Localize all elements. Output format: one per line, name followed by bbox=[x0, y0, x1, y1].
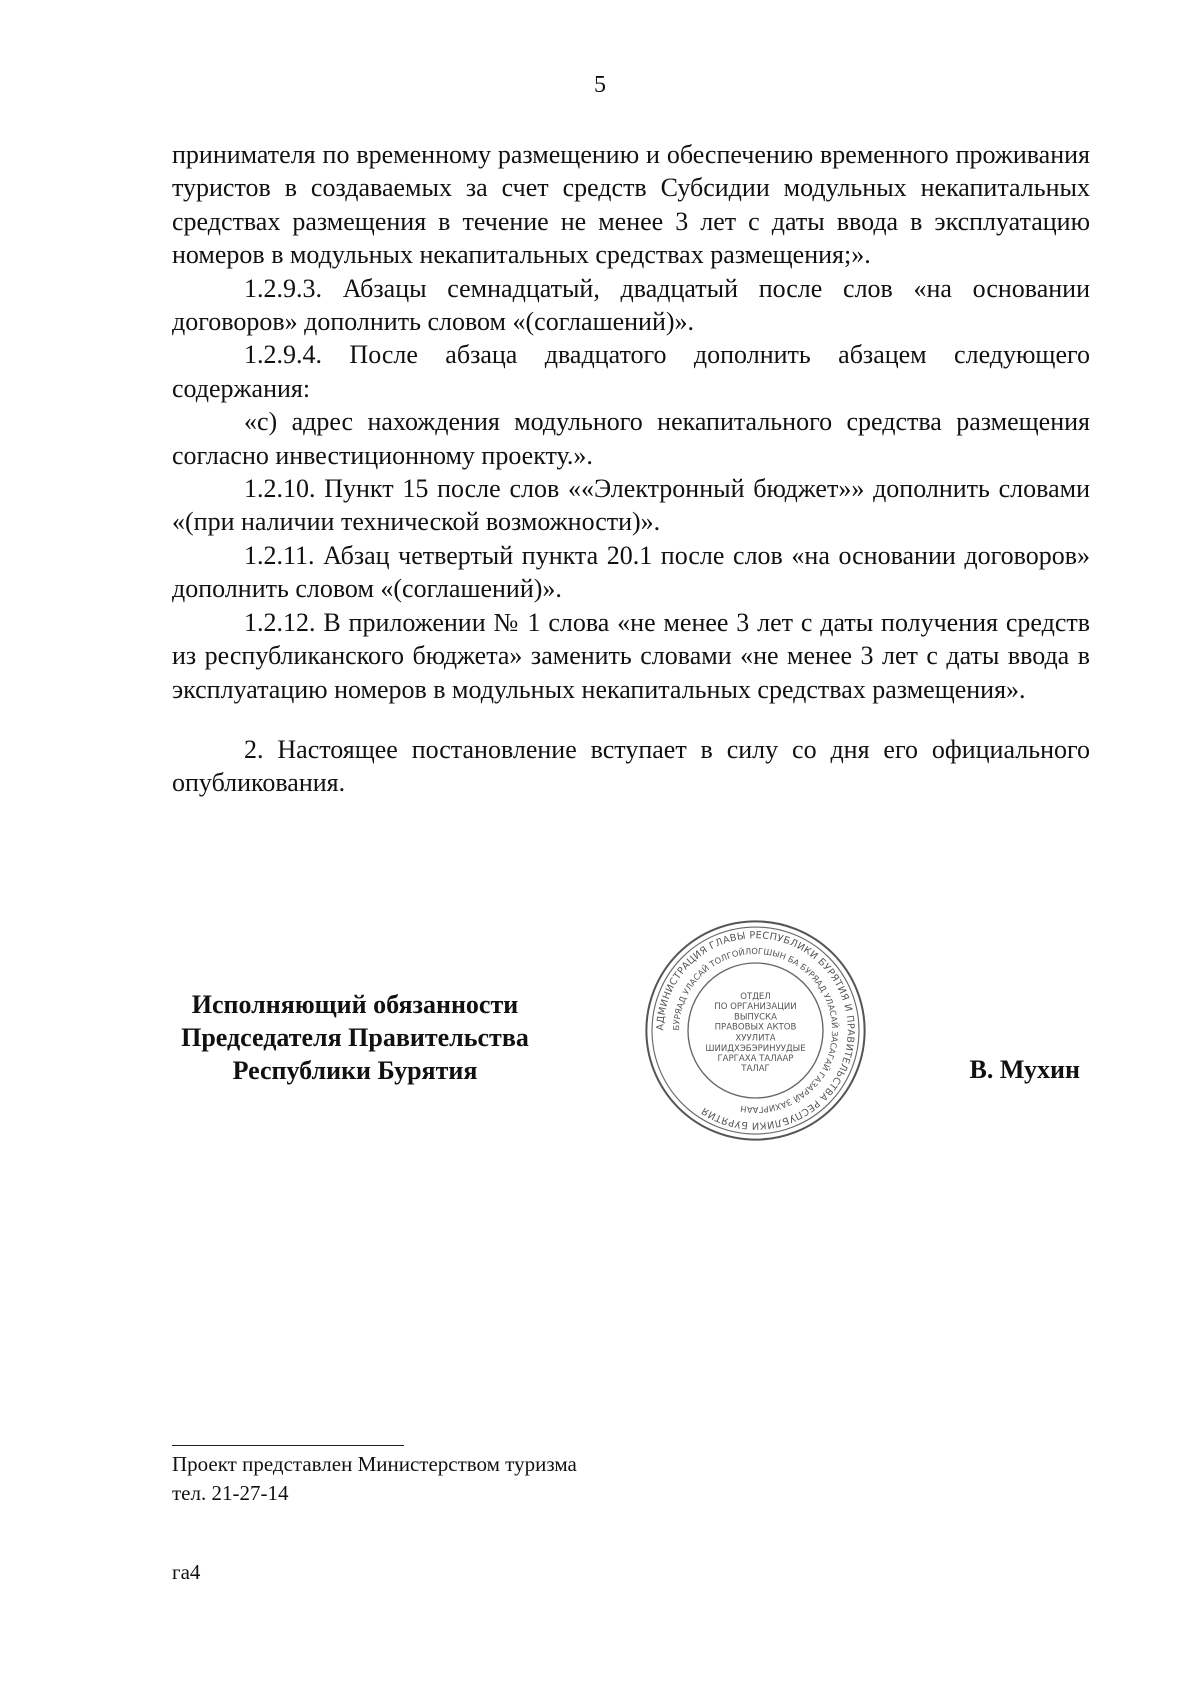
seal-center-line: ХУУЛИТА bbox=[735, 1033, 776, 1044]
seal-outer-ring-text: АДМИНИСТРАЦИЯ ГЛАВЫ РЕСПУБЛИКИ БУРЯТИЯ И ПРАВИТЕЛЬСТВА РЕСПУБЛИКИ БУРЯТИЯ bbox=[655, 930, 856, 1131]
footer-project-line: Проект представлен Министерством туризма bbox=[172, 1452, 577, 1476]
seal-center-line: ОТДЕЛ bbox=[740, 992, 771, 1002]
official-seal bbox=[643, 918, 868, 1143]
paragraph: 1.2.9.3. Абзацы семнадцатый, двадцатый после слов «на основании договоров» дополнить словом «(соглашений)». bbox=[172, 273, 1090, 337]
seal-center-line: ВЫПУСКА bbox=[734, 1012, 777, 1023]
footer-note bbox=[172, 1450, 577, 1508]
signatory-title bbox=[150, 988, 560, 1087]
signatory-name: В. Мухин bbox=[969, 1055, 1080, 1084]
seal-center-line: ГАРГАХА ТАЛААР bbox=[717, 1053, 794, 1064]
footer-divider bbox=[172, 1445, 404, 1446]
signatory-title-line: Республики Бурятия bbox=[232, 1056, 478, 1085]
paragraph: 1.2.9.4. После абзаца двадцатого дополнить абзацем следующего содержания: bbox=[172, 340, 1090, 403]
footer-code: га4 bbox=[172, 1560, 201, 1584]
seal-center-line: ТАЛАГ bbox=[741, 1064, 770, 1074]
paragraph: принимателя по временному размещению и обеспечению временного проживания туристов в создаваемых за счет средств Субсидии модульных некапитальных средствах размещения в течение не менее 3 лет с даты ввода в эксплуатацию номеров в модульных некапитальных средствах размещения;». bbox=[172, 140, 1090, 270]
seal-center-line: ШИИДХЭБЭРИНУУДЫЕ bbox=[705, 1043, 806, 1054]
signatory-title-line: Председателя Правительства bbox=[181, 1023, 529, 1052]
paragraph: 1.2.11. Абзац четвертый пункта 20.1 после слов «на основании договоров» дополнить словом «(соглашений)». bbox=[172, 540, 1090, 604]
paragraph: 1.2.10. Пункт 15 после слов ««Электронный бюджет»» дополнить словами «(при наличии технической возможности)». bbox=[172, 474, 1090, 537]
footer-phone-line: тел. 21-27-14 bbox=[172, 1481, 289, 1505]
paragraph: 2. Настоящее постановление вступает в силу со дня его официального опубликования. bbox=[172, 734, 1090, 798]
paragraph: 1.2.12. В приложении № 1 слова «не менее 3 лет с даты получения средств из республиканского бюджета» заменить словами «не менее 3 лет с даты ввода в эксплуатацию номеров в модульных некапитальных средствах размещения». bbox=[172, 607, 1090, 704]
seal-center-line: ПРАВОВЫХ АКТОВ bbox=[714, 1022, 797, 1033]
seal-inner-ring-text: БУРЯАД УЛАСАЙ ТОЛГОЙЛОГШЫН БА БУРЯАД УЛАСАЙ ЗАСАГАЙ ГАЗАРАЙ ЗАХИРГААН bbox=[670, 945, 841, 1116]
page-number: 5 bbox=[594, 72, 606, 98]
seal-center-line: ПО ОРГАНИЗАЦИИ bbox=[714, 1002, 797, 1013]
paragraph: «с) адрес нахождения модульного некапитального средства размещения согласно инвестиционному проекту.». bbox=[172, 407, 1090, 470]
signatory-title-line: Исполняющий обязанности bbox=[191, 990, 519, 1019]
document-body bbox=[172, 138, 1090, 800]
